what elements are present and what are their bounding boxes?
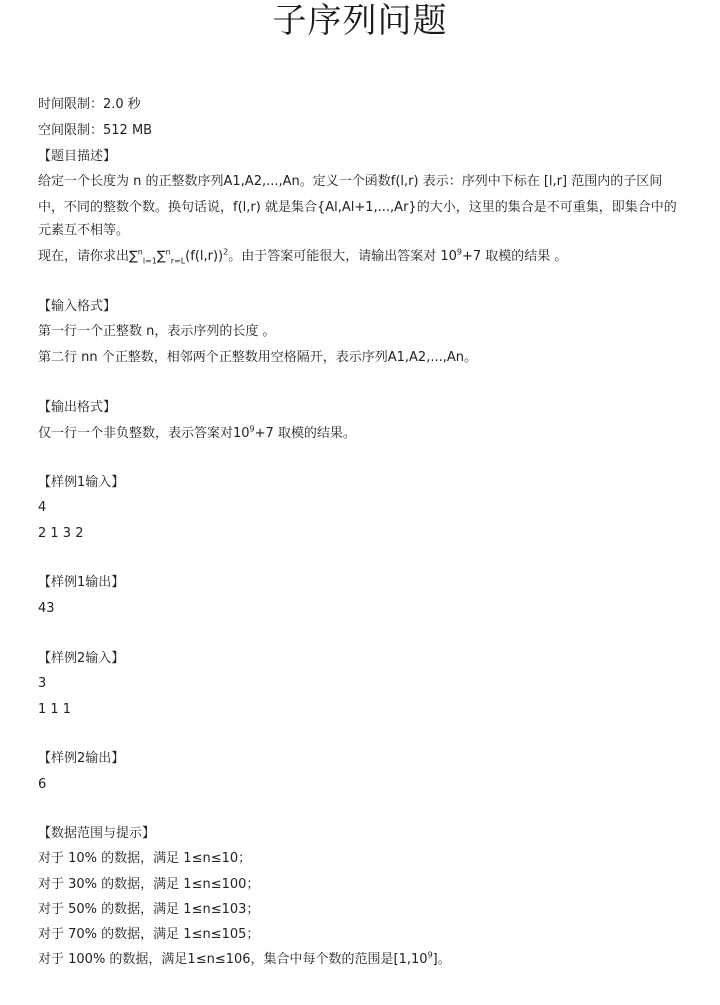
sample1-input-label: 【样例1输入】 (38, 475, 125, 490)
desc-line4-end: +7 取模的结果 。 (462, 249, 568, 264)
sum-upper-1: n (137, 247, 143, 257)
range-exponent: 9 (427, 950, 433, 960)
section-heading-description: 【题目描述】 (38, 149, 117, 164)
range-line5-prefix: 对于 100% 的数据，满足1≤n≤106，集合中每个数的范围是[1,10 (38, 952, 428, 967)
memory-limit: 空间限制：512 MB (38, 123, 153, 138)
formula-power: 2 (223, 247, 229, 257)
desc-line4-prefix: 现在，请你求出 (38, 249, 130, 264)
section-heading-range: 【数据范围与提示】 (38, 826, 156, 841)
range-line-3: 对于 50% 的数据，满足 1≤n≤103； (38, 902, 260, 917)
output-line1-prefix: 仅一行一个非负整数，表示答案对10 (38, 426, 250, 441)
range-line-1: 对于 10% 的数据，满足 1≤n≤10； (38, 851, 252, 866)
sample1-output-line-1: 43 (38, 601, 55, 616)
output-line1-suffix: +7 取模的结果。 (254, 426, 356, 441)
range-line-4: 对于 70% 的数据，满足 1≤n≤105； (38, 927, 260, 942)
modulus-exponent: 9 (456, 247, 462, 257)
input-line-1: 第一行一个正整数 n，表示序列的长度 。 (38, 324, 276, 339)
output-exponent: 9 (249, 424, 255, 434)
range-line-2: 对于 30% 的数据，满足 1≤n≤100； (38, 877, 260, 892)
sample2-input-label: 【样例2输入】 (38, 651, 125, 666)
sample1-input-line-2: 2 1 3 2 (38, 526, 84, 541)
sample2-output-line-1: 6 (38, 777, 47, 792)
description-line-3: 元素互不相等。 (38, 223, 130, 238)
description-line-1: 给定一个长度为 n 的正整数序列A1,A2,...,An。定义一个函数f(l,r) 表示：序列中下标在 [l,r] 范围内的子区间 (38, 174, 663, 189)
sample1-output-label: 【样例1输出】 (38, 575, 125, 590)
range-line5-suffix: ]。 (432, 952, 451, 967)
time-limit: 时间限制：2.0 秒 (38, 97, 141, 112)
sample2-input-line-1: 3 (38, 676, 47, 691)
desc-line4-suffix: 。由于答案可能很大，请输出答案对 10 (228, 249, 457, 264)
sum-symbol-2: ∑ (156, 249, 166, 264)
sum-symbol-1: ∑ (129, 249, 138, 264)
section-heading-input: 【输入格式】 (38, 299, 117, 314)
sum-lower-2: r=L (170, 256, 186, 266)
section-heading-output: 【输出格式】 (38, 400, 117, 415)
range-line-5 (38, 951, 710, 969)
sample1-input-line-1: 4 (38, 500, 47, 515)
output-line-1 (38, 425, 710, 443)
description-line-4 (38, 248, 710, 266)
input-line-2: 第二行 nn 个正整数，相邻两个正整数用空格隔开，表示序列A1,A2,...,An。 (38, 350, 477, 365)
formula-function: (f(l,r)) (185, 249, 224, 264)
sum-upper-2: n (165, 247, 171, 257)
page-title: 子序列问题 (272, 1, 448, 41)
sample2-output-label: 【样例2输出】 (38, 751, 125, 766)
sample2-input-line-2: 1 1 1 (38, 702, 72, 717)
sum-lower-1: l=1 (142, 256, 157, 266)
description-line-2: 中，不同的整数个数。换句话说，f(l,r) 就是集合{Al,Al+1,...,Ar}的大小，这里的集合是不可重集，即集合中的 (38, 200, 677, 215)
